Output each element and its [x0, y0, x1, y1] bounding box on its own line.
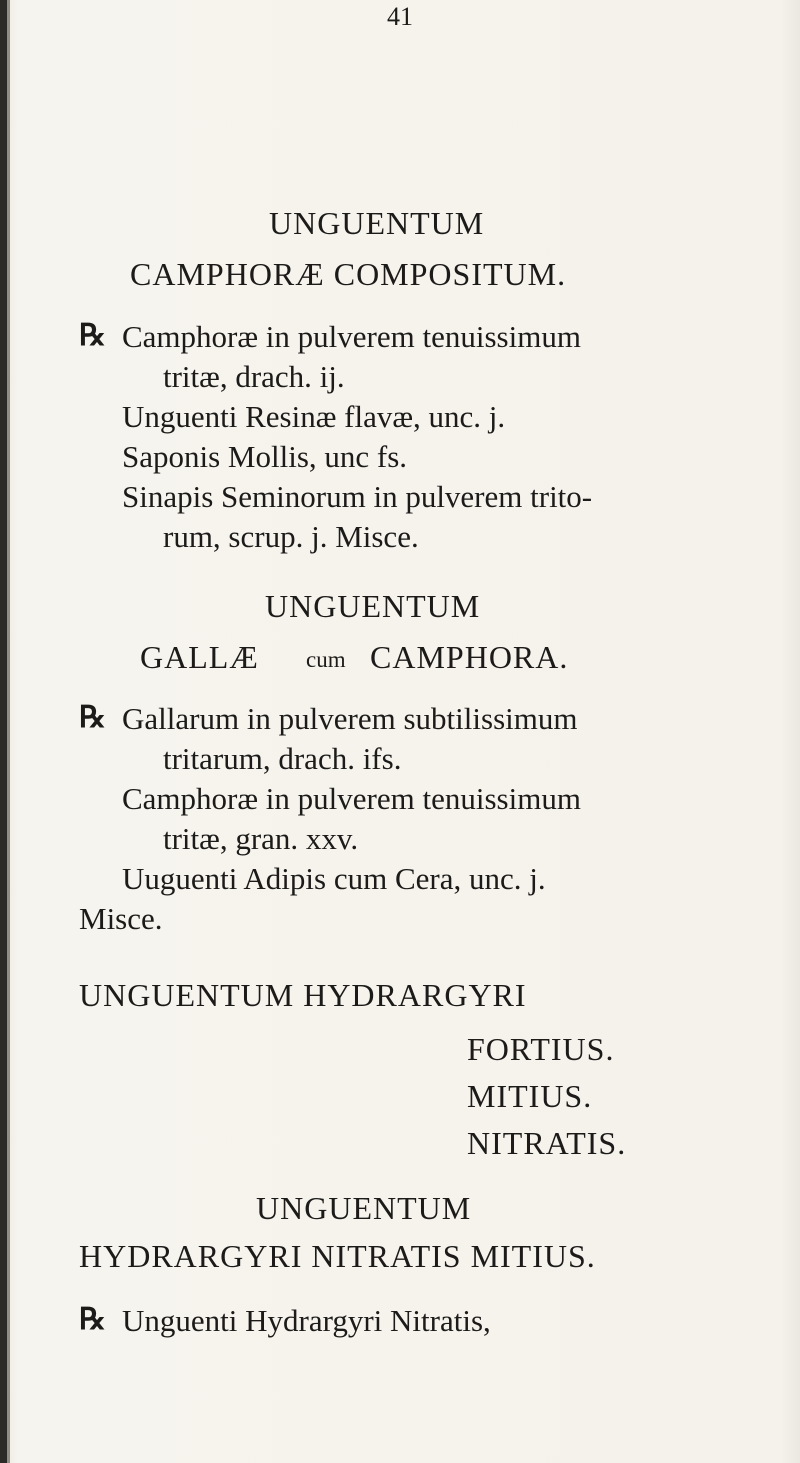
- section-4-line-1: Unguenti Hydrargyri Nitratis,: [122, 1303, 491, 1338]
- recipe-symbol: ℞: [79, 319, 106, 352]
- page-number: 41: [387, 2, 413, 31]
- section-1-line-3: Unguenti Resinæ flavæ, unc. j.: [122, 399, 506, 434]
- section-1-line-6: rum, scrup. j. Misce.: [163, 519, 419, 554]
- page-spine-edge: [0, 0, 7, 1463]
- section-1-title-line-1: UNGUENTUM: [269, 205, 485, 241]
- section-2-line-4: tritæ, gran. xxv.: [163, 821, 359, 856]
- section-2-line-3: Camphoræ in pulverem tenuissimum: [122, 781, 581, 816]
- section-2-title-cum: cum: [306, 647, 346, 672]
- section-4-title-line-2: HYDRARGYRI NITRATIS MITIUS.: [79, 1238, 596, 1274]
- section-1-line-4: Saponis Mollis, unc fs.: [122, 439, 408, 474]
- section-2-title-camphora: CAMPHORA.: [370, 639, 569, 675]
- section-1-line-2: tritæ, drach. ij.: [163, 359, 345, 394]
- section-2-line-2: tritarum, drach. ifs.: [163, 741, 402, 776]
- page-spine-shadow: [7, 0, 10, 1463]
- section-2-line-6: Misce.: [79, 901, 163, 936]
- section-1-title-line-2: CAMPHORÆ COMPOSITUM.: [130, 256, 567, 292]
- section-3-title-line-1: UNGUENTUM HYDRARGYRI: [79, 977, 527, 1013]
- section-1-line-5: Sinapis Seminorum in pulverem trito-: [122, 479, 593, 514]
- section-3-title-line-4: NITRATIS.: [467, 1125, 627, 1161]
- recipe-symbol: ℞: [79, 1303, 106, 1336]
- section-2-line-5: Uuguenti Adipis cum Cera, unc. j.: [122, 861, 546, 896]
- section-2-title-galle: GALLÆ: [140, 639, 259, 675]
- section-1-line-1: Camphoræ in pulverem tenuissimum: [122, 319, 581, 354]
- section-2-line-1: Gallarum in pulverem subtilissimum: [122, 701, 578, 736]
- section-2-title-line-1: UNGUENTUM: [265, 588, 481, 624]
- recipe-symbol: ℞: [79, 701, 106, 734]
- section-3-title-line-2: FORTIUS.: [467, 1031, 615, 1067]
- section-4-title-line-1: UNGUENTUM: [256, 1190, 472, 1226]
- section-3-title-line-3: MITIUS.: [467, 1078, 593, 1114]
